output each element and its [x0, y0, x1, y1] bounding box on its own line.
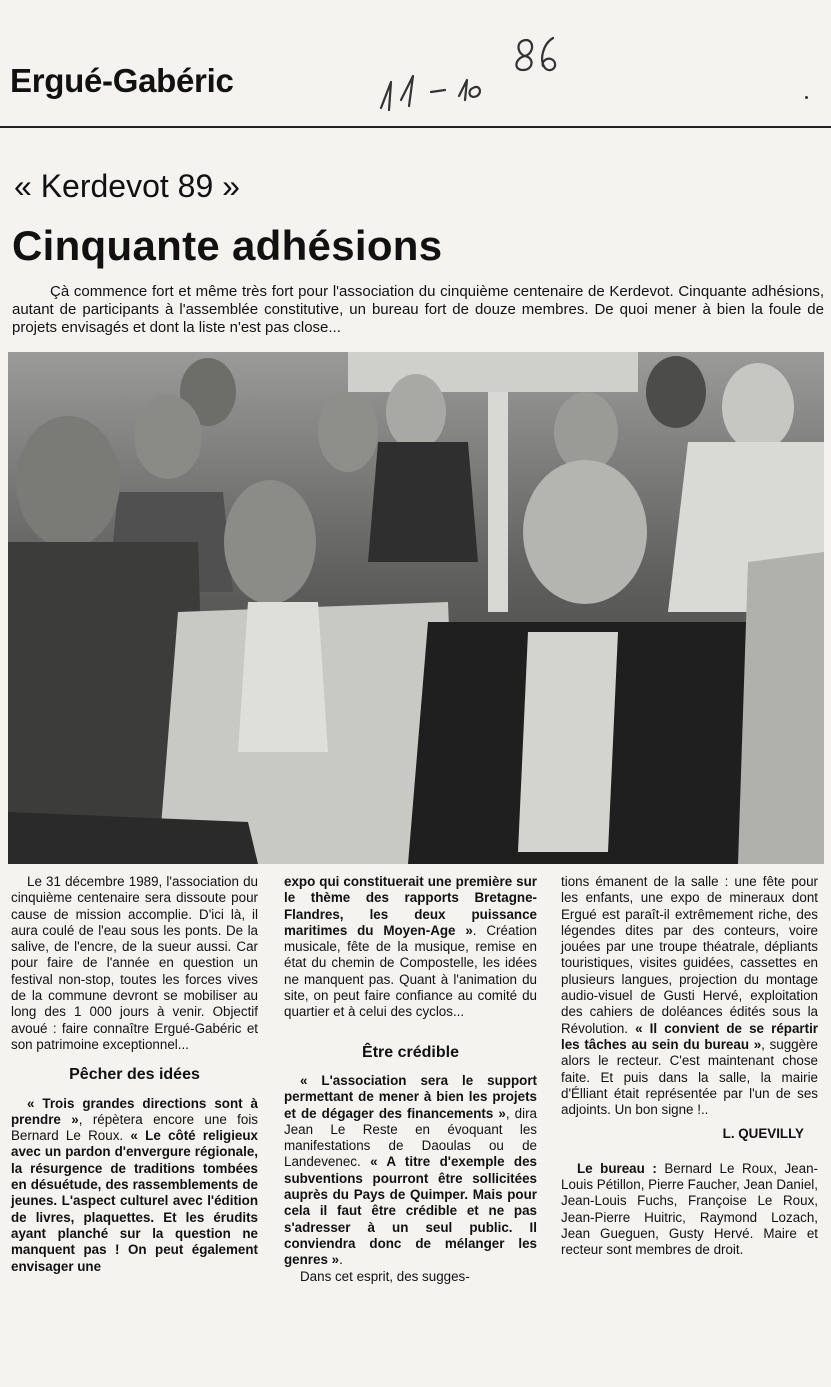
meeting-photo	[8, 352, 824, 864]
kicker: « Kerdevot 89 »	[14, 168, 240, 204]
col3-paragraph-1	[561, 874, 818, 1118]
col3-text-1: tions émanent de la salle : une fête pour les enfants, une expo de mineraux dont Ergué est paraît-il extrêmement riche, des légendes dites par des conteurs, voire jouées par une troupe théatrale, dépliants touristiques, visites guidées, cassettes en plusieurs langues, projection du montage audio-visuel de Gusti Hervé, exploitation des cahiers de doléances édités sous la Révolution.	[561, 874, 818, 1036]
bureau-label: Le bureau :	[577, 1160, 657, 1176]
col1-quote-2: « Le côté religieux avec un pardon d'envergure régionale, la résurgence de traditions tombées en désuétude, des rassemblements de jeunes. L'aspect culturel avec l'édition de livres, plaquettes. Et les érudits ayant planché sur la question ne manquent pas ! On peut également envisager une	[11, 1128, 258, 1274]
handwritten-date	[375, 30, 565, 120]
col1-text-1: , répètera encore une fois Bernard Le Roux.	[11, 1111, 258, 1144]
col1-paragraph-1: Le 31 décembre 1989, l'association du cinquième centenaire sera dissoute pour cause de mission accomplie. D'ici là, il aura coulé de l'eau sous les ponts. De la salive, de l'encre, de la sueur aussi. Car pour faire de l'année en question un festival non-stop, toutes les forces vives de la commune devront se mobiliser au long des 1 000 jours à venir. Objectif avoué : faire connaître Ergué-Gabéric et son patrimoine exceptionnel...	[11, 874, 258, 1052]
col2-text-2: , dira Jean Le Reste en évoquant les manifestations de Daoulas ou de Landevenec.	[284, 1105, 537, 1170]
header-rule	[0, 126, 831, 128]
col3-quote-1: « Il convient de se répartir les tâches au sein du bureau »	[561, 1020, 818, 1052]
section-heading: Ergué-Gabéric	[10, 62, 234, 99]
byline-signature: L. QUEVILLY	[722, 1126, 804, 1142]
col3-text-2: , suggère alors le recteur. C'est maintenant chose faite. Et puis dans la salle, la mairie d'Élliant était représentée par l'un de ses adjoints. Un bon signe !..	[561, 1036, 818, 1118]
col2-quote-2: « L'association sera le support permettant de mener à bien les projets et de dégager des financements »	[284, 1072, 537, 1121]
print-speck	[805, 96, 808, 99]
col2-paragraph-3: Dans cet esprit, des sugges-	[300, 1268, 470, 1284]
headline: Cinquante adhésions	[12, 222, 443, 269]
col2-paragraph-2	[284, 1073, 537, 1269]
col2-quote-3: « A titre d'exemple des subventions pourront être sollicitées auprès du Pays de Quimper. Mais pour cela il faut être crédible et ne pas s'adresser à un seul public. Il conviendra donc de mélanger les genres »	[284, 1154, 537, 1268]
bureau-members: Bernard Le Roux, Jean-Louis Pétillon, Pierre Faucher, Jean Daniel, Jean-Louis Fuchs, Françoise Le Roux, Jean-Pierre Huitric, Raymond Lozach, Jean Gueguen, Gusty Hervé. Maire et recteur sont membres de droit.	[561, 1160, 818, 1258]
col2-text-1: . Création musicale, fête de la musique, remise en état du chemin de Compostelle, les idées ne manquent pas. Quant à l'animation du site, on peut faire confiance au comité du quartier et à celui des cyclos...	[284, 922, 537, 1020]
lede-paragraph	[12, 283, 824, 337]
col2-subheading: Être crédible	[362, 1043, 459, 1061]
column-1	[11, 874, 258, 1275]
col2-text-3: .	[339, 1252, 343, 1268]
col1-subheading: Pêcher des idées	[69, 1066, 200, 1084]
col2-paragraph-1	[284, 874, 537, 1021]
bureau-list	[561, 1161, 818, 1259]
col1-quote-1: « Trois grandes directions sont à prendre »	[11, 1095, 258, 1127]
col2-quote-1: expo qui constituerait une première sur le thème des rapports Bretagne-Flandres, les deux puissance maritimes du Moyen-Age »	[284, 874, 537, 938]
column-3	[561, 874, 818, 1259]
column-2	[284, 874, 537, 1285]
lede-text: Çà commence fort et même très fort pour l'association du cinquième centenaire de Kerdevot. Cinquante adhésions, autant de participants à l'assemblée constitutive, un bureau fort de douze membres. De quoi mener à bien la foule de projets envisagés et dont la liste n'est pas close...	[12, 283, 824, 336]
col1-paragraph-2	[11, 1096, 258, 1275]
